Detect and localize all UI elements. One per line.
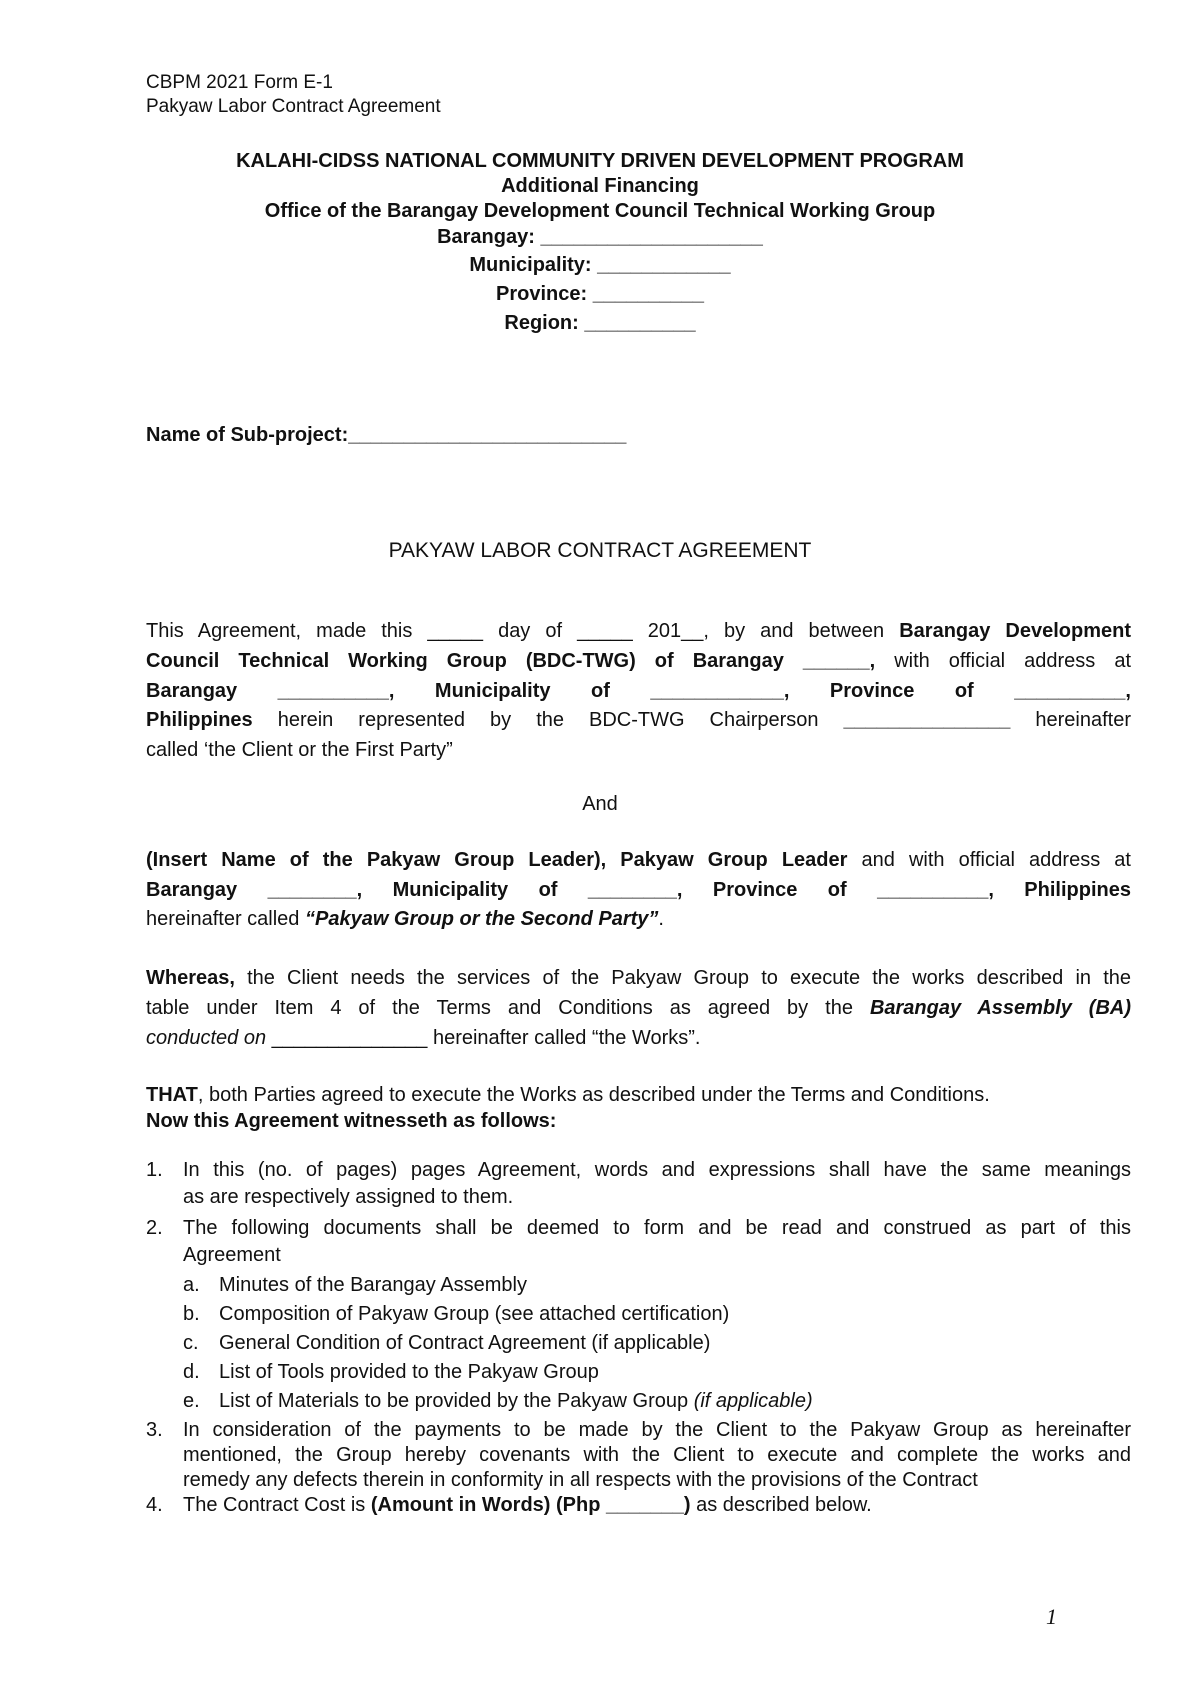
subitem-d-letter: d. bbox=[183, 1361, 200, 1383]
subitem-e-letter: e. bbox=[183, 1390, 200, 1412]
para1-text: hereinafter bbox=[1010, 709, 1132, 731]
financing-line: Additional Financing bbox=[501, 175, 699, 197]
para2-bold: (Insert Name of the Pakyaw Group Leader), Pakyaw Group Leader bbox=[146, 849, 848, 871]
item-3-number: 3. bbox=[146, 1419, 163, 1441]
subitem-e-italic: (if applicable) bbox=[693, 1390, 813, 1412]
item-3-line2: mentioned, the Group hereby covenants with the Client to execute and complete the works and bbox=[183, 1444, 1131, 1466]
item-4-text: The Contract Cost is bbox=[183, 1494, 371, 1516]
subitem-c-letter: c. bbox=[183, 1332, 199, 1354]
para3-line2 bbox=[146, 993, 1131, 1023]
subitem-e bbox=[219, 1388, 813, 1414]
para1-line5: called ‘the Client or the First Party” bbox=[146, 739, 453, 761]
item-2-number: 2. bbox=[146, 1217, 163, 1239]
para2-line1 bbox=[146, 845, 1131, 875]
para3-italic: conducted on bbox=[146, 1027, 267, 1049]
para1-line1 bbox=[146, 616, 1131, 646]
item-3-line1: In consideration of the payments to be made by the Client to the Pakyaw Group as hereinafter bbox=[183, 1419, 1131, 1441]
program-title: KALAHI-CIDSS NATIONAL COMMUNITY DRIVEN DEVELOPMENT PROGRAM bbox=[236, 150, 964, 172]
para3-text: the Client needs the services of the Pakyaw Group to execute the works described in the bbox=[234, 967, 1131, 989]
para1-line2 bbox=[146, 646, 1131, 676]
para1-bold: Council Technical Working Group (BDC-TWG) of Barangay ______, bbox=[146, 650, 876, 672]
para2-line3 bbox=[146, 904, 1131, 934]
para2-text: . bbox=[658, 908, 664, 930]
item-1-line2: as are respectively assigned to them. bbox=[183, 1186, 514, 1208]
subitem-a-letter: a. bbox=[183, 1274, 200, 1296]
region-field: Region: __________ bbox=[504, 312, 696, 334]
subitem-b: Composition of Pakyaw Group (see attached certification) bbox=[219, 1303, 730, 1325]
subproject-line bbox=[146, 420, 1131, 450]
para2-text: and with official address at bbox=[847, 849, 1131, 871]
para4-bold: THAT bbox=[146, 1084, 198, 1106]
para3-text: table under Item 4 of the Terms and Conditions as agreed by the bbox=[146, 997, 870, 1019]
subitem-a: Minutes of the Barangay Assembly bbox=[219, 1274, 527, 1296]
form-title: Pakyaw Labor Contract Agreement bbox=[146, 96, 441, 117]
and-separator: And bbox=[582, 793, 618, 815]
para4-text: , both Parties agreed to execute the Works as described under the Terms and Conditions. bbox=[197, 1084, 990, 1106]
form-code: CBPM 2021 Form E-1 bbox=[146, 72, 333, 93]
item-4-number: 4. bbox=[146, 1494, 163, 1516]
municipality-field: Municipality: ____________ bbox=[469, 254, 731, 276]
para2-text: hereinafter called bbox=[146, 908, 305, 930]
subproject-label: Name of Sub-project: bbox=[146, 424, 349, 446]
subitem-b-letter: b. bbox=[183, 1303, 200, 1325]
item-2-line1: The following documents shall be deemed to form and be read and construed as part of this bbox=[183, 1217, 1131, 1239]
para4-line2: Now this Agreement witnesseth as follows: bbox=[146, 1110, 557, 1132]
para3-line3 bbox=[146, 1023, 1131, 1053]
item-4-bold: (Amount in Words) (Php _______) bbox=[370, 1494, 691, 1516]
para1-bold: Barangay Development bbox=[899, 620, 1132, 642]
para3-text: ______________ hereinafter called “the Works”. bbox=[266, 1027, 701, 1049]
para1-line3: Barangay __________, Municipality of ____________, Province of __________, bbox=[146, 680, 1131, 702]
item-3-line3: remedy any defects therein in conformity in all respects with the provisions of the Contract bbox=[183, 1469, 978, 1491]
para1-text: herein represented by the BDC-TWG Chairperson bbox=[252, 709, 844, 731]
para1-text: This Agreement, made this _____ day of _____ 201__, by and between bbox=[146, 620, 900, 642]
page-number: 1 bbox=[1046, 1604, 1057, 1629]
subitem-d: List of Tools provided to the Pakyaw Group bbox=[219, 1361, 599, 1383]
para1-bold: Philippines bbox=[146, 709, 253, 731]
item-2-line2: Agreement bbox=[183, 1244, 281, 1266]
para3-bold: Whereas, bbox=[146, 967, 235, 989]
para3-bold-italic: Barangay Assembly (BA) bbox=[869, 997, 1131, 1019]
agreement-title: PAKYAW LABOR CONTRACT AGREEMENT bbox=[388, 539, 812, 562]
office-line: Office of the Barangay Development Council Technical Working Group bbox=[264, 200, 936, 222]
subitem-c: General Condition of Contract Agreement (if applicable) bbox=[219, 1332, 711, 1354]
para1-text: with official address at bbox=[875, 650, 1132, 672]
item-1-line1: In this (no. of pages) pages Agreement, words and expressions shall have the same meanings bbox=[183, 1159, 1131, 1181]
para1-bold: _______________ bbox=[843, 709, 1011, 731]
para1-line4 bbox=[146, 705, 1131, 735]
item-4-line1 bbox=[183, 1492, 872, 1518]
para2-line2: Barangay ________, Municipality of ________, Province of __________, Philippines bbox=[146, 879, 1131, 901]
para3-line1 bbox=[146, 963, 1131, 993]
item-1-number: 1. bbox=[146, 1159, 163, 1181]
subitem-e-text: List of Materials to be provided by the Pakyaw Group bbox=[219, 1390, 694, 1412]
subproject-blank: _________________________ bbox=[348, 424, 627, 446]
barangay-field: Barangay: ____________________ bbox=[437, 226, 763, 248]
item-4-text: as described below. bbox=[690, 1494, 872, 1516]
province-field: Province: __________ bbox=[496, 283, 704, 305]
para2-bold-italic: “Pakyaw Group or the Second Party” bbox=[304, 908, 659, 930]
